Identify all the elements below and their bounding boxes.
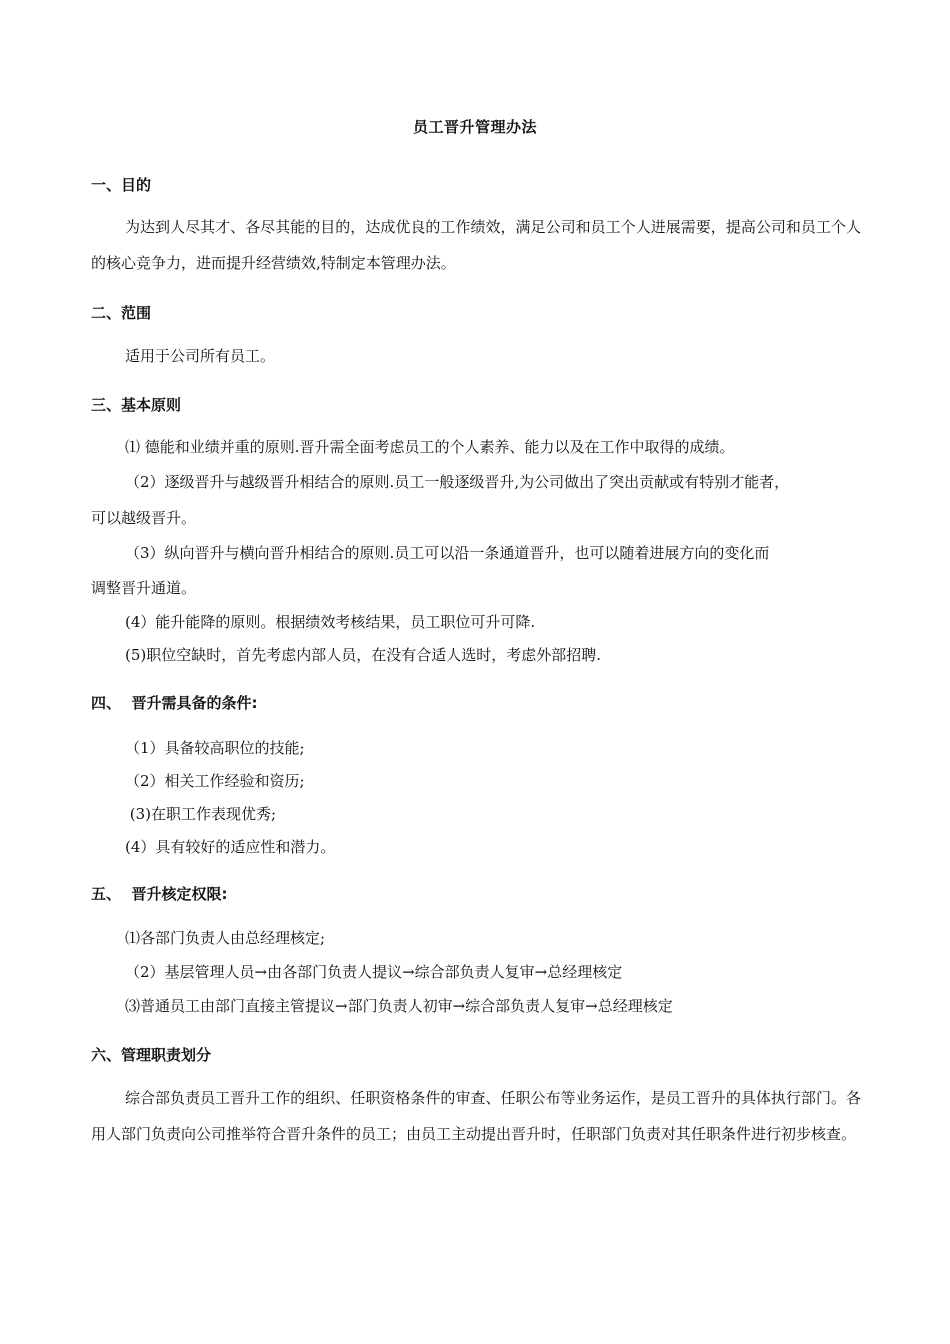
condition-item: （1）具备较高职位的技能; xyxy=(125,739,305,757)
authority-item: ⑴各部门负责人由总经理核定; xyxy=(125,929,326,947)
section-heading-responsibilities: 六、管理职责划分 xyxy=(91,1046,212,1064)
section-heading-principles: 三、基本原则 xyxy=(91,396,182,414)
section-paragraph-scope: 适用于公司所有员工。 xyxy=(125,347,276,365)
principle-item: (4）能升能降的原则。根据绩效考核结果，员工职位可升可降. xyxy=(125,613,536,631)
document-title: 员工晋升管理办法 xyxy=(412,118,537,136)
authority-item: （2）基层管理人员→由各部门负责人提议→综合部负责人复审→总经理核定 xyxy=(125,963,623,981)
section-paragraph-responsibilities: 综合部负责员工晋升工作的组织、任职资格条件的审查、任职公布等业务运作，是员工晋升的具体执行部门。各用人部门负责向公司推举符合晋升条件的员工；由员工主动提出晋升时，任职部门负责对其任职条件进行初步核查。 xyxy=(91,1089,861,1143)
principle-item-continuation: 调整晋升通道。 xyxy=(91,579,197,597)
section-heading-purpose: 一、目的 xyxy=(91,176,152,194)
section-paragraph-purpose: 为达到人尽其才、各尽其能的目的，达成优良的工作绩效，满足公司和员工个人进展需要，提高公司和员工个人的核心竞争力，进而提升经营绩效,特制定本管理办法。 xyxy=(91,218,861,272)
principle-item: ⑴ 德能和业绩并重的原则.晋升需全面考虑员工的个人素养、能力以及在工作中取得的成绩。 xyxy=(125,438,735,456)
section-heading-authority: 五、 晋升核定权限: xyxy=(91,885,228,903)
condition-item: (3)在职工作表现优秀; xyxy=(125,805,277,823)
condition-item: （2）相关工作经验和资历; xyxy=(125,772,305,790)
principle-item: （3）纵向晋升与横向晋升相结合的原则.员工可以沿一条通道晋升，也可以随着进展方向的变化而 xyxy=(125,544,770,562)
authority-item: ⑶普通员工由部门直接主管提议→部门负责人初审→综合部负责人复审→总经理核定 xyxy=(125,997,673,1015)
principle-item-continuation: 可以越级晋升。 xyxy=(91,509,197,527)
section-heading-conditions: 四、 晋升需具备的条件: xyxy=(91,694,258,712)
condition-item: (4）具有较好的适应性和潜力。 xyxy=(125,838,336,856)
principle-item: (5)职位空缺时，首先考虑内部人员，在没有合适人选时，考虑外部招聘. xyxy=(125,646,602,664)
principle-item: （2）逐级晋升与越级晋升相结合的原则.员工一般逐级晋升,为公司做出了突出贡献或有特别才能者， xyxy=(125,473,790,491)
section-heading-scope: 二、范围 xyxy=(91,304,152,322)
